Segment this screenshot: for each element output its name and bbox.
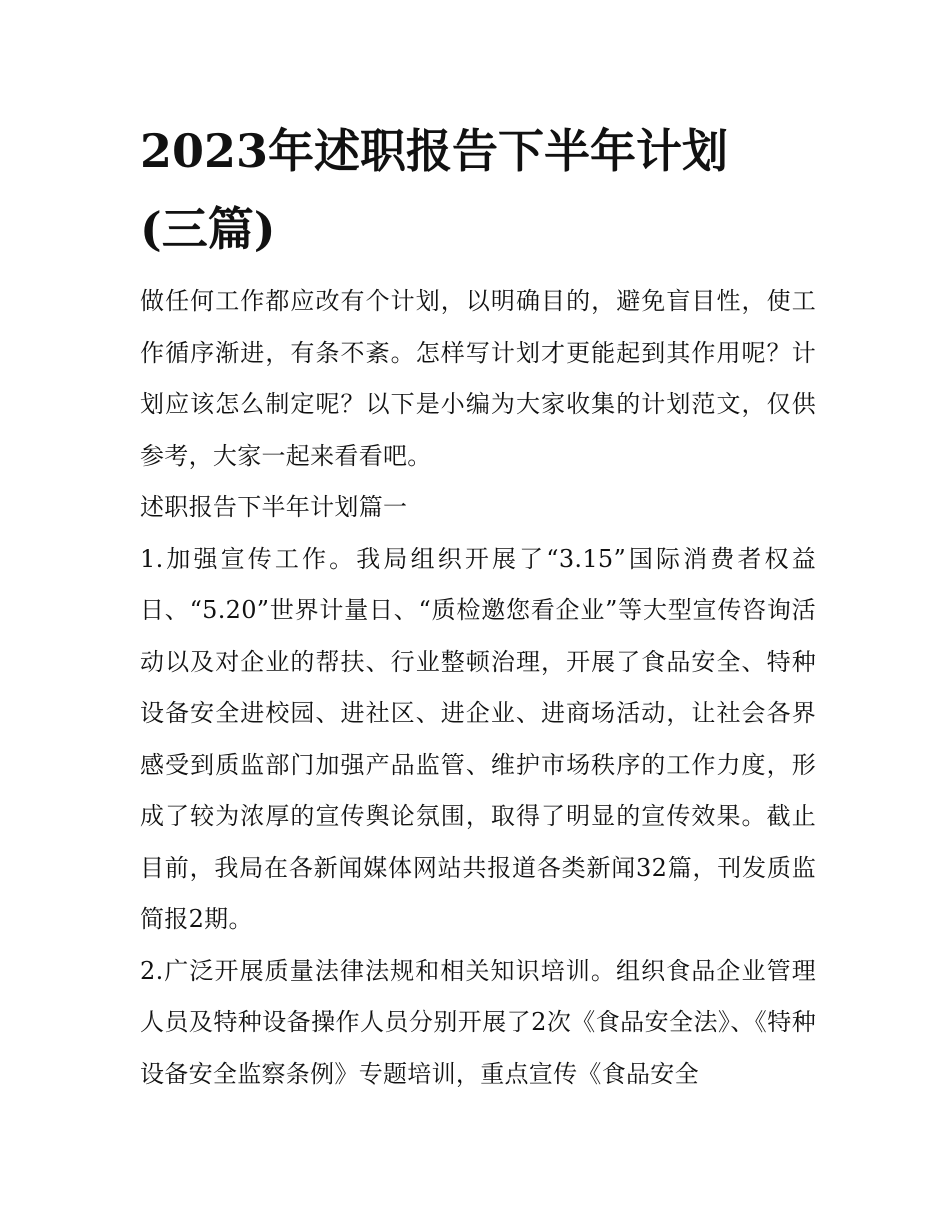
body-paragraph-1: 1.加强宣传工作。我局组织开展了“3.15”国际消费者权益日、“5.20”世界计量日、“质检邀您看企业”等大型宣传咨询活动以及对企业的帮扶、行业整顿治理，开展了食品安全、特种设备安全进校园、进社区、进企业、进商场活动，让社会各界感受到质监部门加强产品监管、维护市场秩序的工作力度，形成了较为浓厚的宣传舆论氛围，取得了明显的宣传效果。截止目前，我局在各新闻媒体网站共报道各类新闻32篇，刊发质监简报2期。: [140, 544, 816, 933]
title-block: [140, 112, 816, 268]
document-title: 2023年述职报告下半年计划(三篇): [140, 124, 729, 256]
document-page: [140, 112, 816, 1100]
intro-paragraph: 做任何工作都应改有个计划，以明确目的，避免盲目性，使工作循序渐进，有条不紊。怎样写计划才更能起到其作用呢？计划应该怎么制定呢？以下是小编为大家收集的计划范文，仅供参考，大家一起来看看吧。: [140, 287, 816, 470]
body-paragraph-2: 2.广泛开展质量法律法规和相关知识培训。组织食品企业管理人员及特种设备操作人员分别开展了2次《食品安全法》、《特种设备安全监察条例》专题培训，重点宣传《食品安全: [140, 956, 816, 1088]
section-heading: 述职报告下半年计划篇一: [140, 493, 408, 521]
